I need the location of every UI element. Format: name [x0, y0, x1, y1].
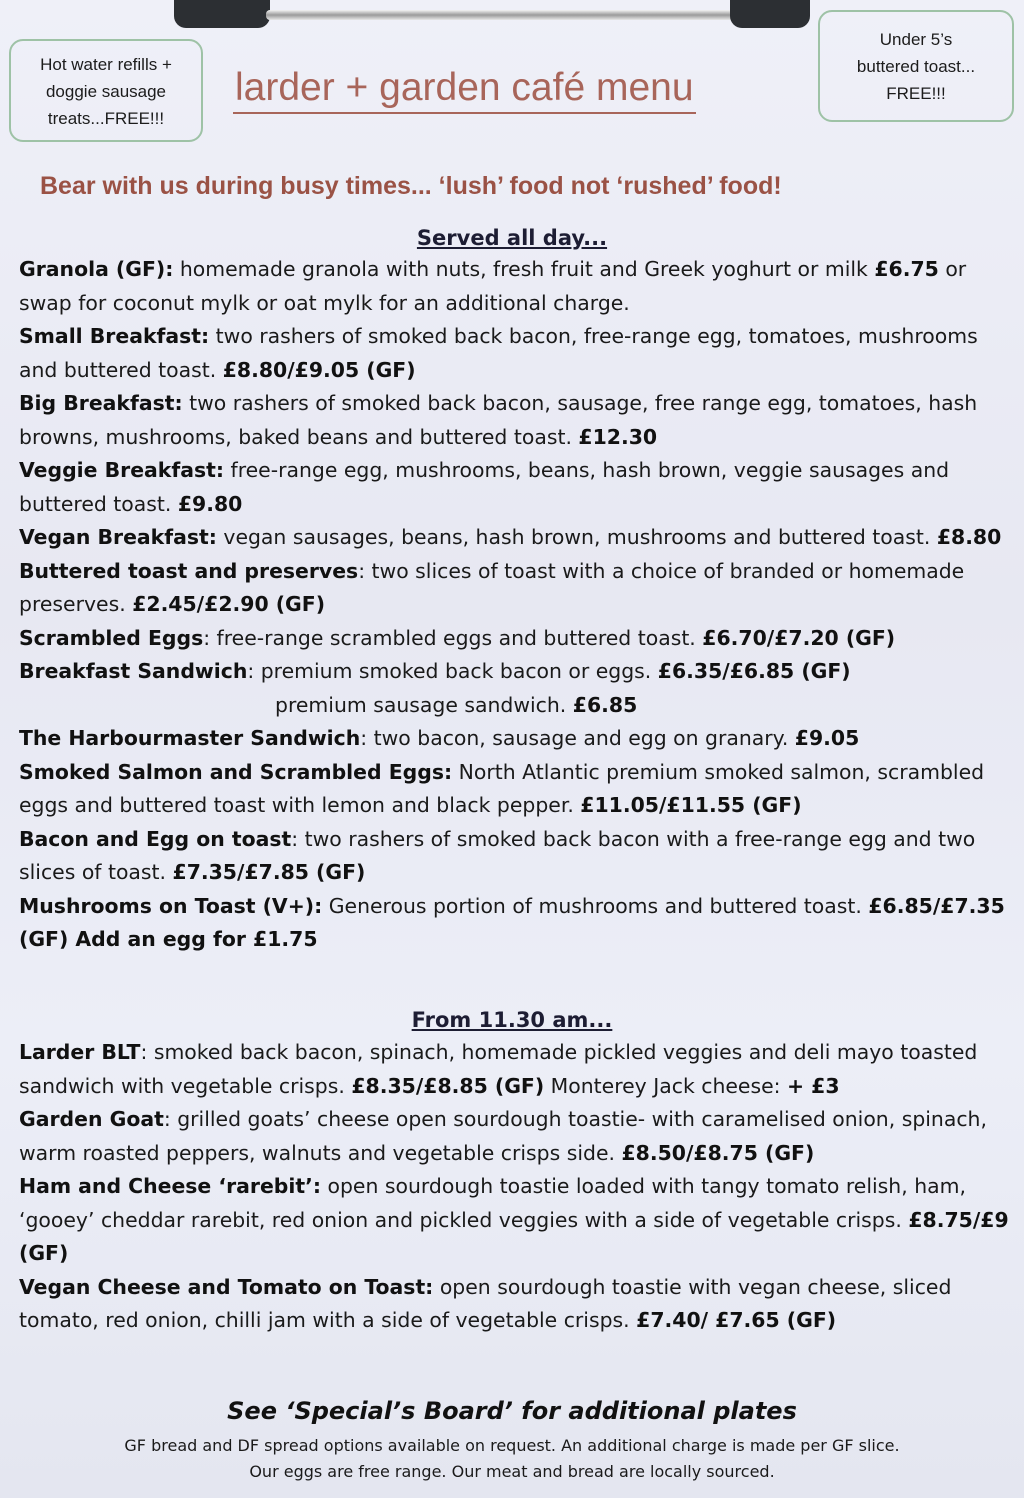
item-name: Breakfast Sandwich: [19, 659, 248, 683]
menu-item-vegan-breakfast: [19, 521, 1009, 555]
item-description: open sourdough toastie loaded with tangy tomato relish, ham, ‘gooey’ cheddar rarebit, red onion and pickled veggies with a side of vegetable crisps.: [19, 1174, 966, 1232]
lunch-menu: [19, 1036, 1009, 1338]
item-price: £7.35/£7.85 (GF): [172, 860, 366, 884]
item-price: £8.50/£8.75 (GF): [621, 1140, 815, 1165]
clipboard-clip: [170, 0, 810, 30]
item-name: Big Breakfast:: [19, 391, 183, 415]
tagline: Bear with us during busy times... ‘lush’ food not ‘rushed’ food!: [40, 172, 782, 200]
item-price: £6.85: [572, 692, 638, 717]
specials-board-note: See ‘Special’s Board’ for additional plates: [227, 1397, 797, 1425]
footer-line: Our eggs are free range. Our meat and bread are locally sourced.: [249, 1462, 775, 1481]
item-price: £6.70/£7.20 (GF): [702, 625, 896, 650]
item-name: Buttered toast and preserves: [19, 558, 359, 583]
menu-title: larder + garden café menu: [233, 64, 696, 114]
item-price: £6.85/£7.35 (GF) Add an egg for £1.75: [19, 893, 1005, 951]
item-description: free-range egg, mushrooms, beans, hash brown, veggie sausages and buttered toast.: [19, 458, 950, 516]
menu-item-vegan-cheese-tomato: [19, 1271, 1009, 1338]
item-name: Small Breakfast:: [19, 324, 210, 348]
item-name: Garden Goat: [19, 1107, 164, 1131]
item-extra: or swap for coconut mylk or oat mylk for an additional charge.: [19, 257, 967, 315]
menu-item-small-breakfast: [19, 320, 1009, 387]
clip-handle-left: [174, 0, 270, 28]
item-description: : premium smoked back bacon or eggs.: [247, 659, 658, 683]
menu-item-scrambled-eggs: [19, 622, 1009, 656]
note-line: buttered toast...: [856, 57, 976, 76]
item-description: premium sausage sandwich.: [275, 692, 573, 717]
item-name: Scrambled Eggs: [19, 625, 204, 650]
free-refills-note: [9, 39, 203, 142]
menu-item-harbourmaster-sandwich: [19, 722, 1009, 756]
note-line: Under 5’s: [879, 30, 953, 49]
note-line: Hot water refills +: [40, 55, 172, 74]
item-price: £8.75/£9 (GF): [19, 1207, 1009, 1265]
item-price: £8.80/£9.05 (GF): [222, 357, 416, 382]
menu-item-bacon-and-egg: [19, 823, 1009, 890]
menu-item-smoked-salmon: [19, 756, 1009, 823]
menu-item-big-breakfast: [19, 387, 1009, 454]
item-name: Ham and Cheese ‘rarebit’:: [19, 1174, 322, 1198]
item-description: Generous portion of mushrooms and buttered toast.: [322, 893, 869, 918]
item-description: two rashers of smoked back bacon, free-range egg, tomatoes, mushrooms and buttered toast.: [19, 324, 978, 382]
item-price: £2.45/£2.90 (GF): [132, 592, 326, 616]
menu-item-mushrooms-on-toast: [19, 890, 1009, 957]
item-price: £8.35/£8.85 (GF): [351, 1073, 545, 1098]
item-description: : two slices of toast with a choice of branded or homemade preserves.: [19, 558, 965, 616]
item-name: Smoked Salmon and Scrambled Eggs:: [19, 759, 453, 784]
clip-wire: [266, 10, 734, 20]
item-price: £6.75: [874, 257, 939, 281]
menu-item-larder-blt: [19, 1036, 1009, 1103]
item-price: £9.05: [794, 726, 860, 750]
note-line: doggie sausage: [45, 82, 167, 101]
item-name: Bacon and Egg on toast: [19, 826, 292, 851]
item-price: £11.05/£11.55 (GF): [580, 793, 802, 817]
item-description: North Atlantic premium smoked salmon, scrambled eggs and buttered toast with lemon and black pepper.: [19, 759, 985, 817]
item-price: £12.30: [578, 424, 658, 449]
menu-item-ham-cheese-rarebit: [19, 1170, 1009, 1271]
menu-item-buttered-toast: [19, 555, 1009, 622]
item-name: Vegan Cheese and Tomato on Toast:: [19, 1274, 434, 1299]
item-name: Granola (GF):: [19, 257, 174, 281]
item-price: £9.80: [177, 491, 243, 516]
item-description: : two rashers of smoked back bacon with a free-range egg and two slices of toast.: [19, 826, 976, 884]
under-5s-note: [818, 10, 1014, 122]
note-line: FREE!!!: [886, 84, 946, 103]
item-description: : free-range scrambled eggs and buttered toast.: [203, 625, 703, 650]
item-extra: Monterey Jack cheese:: [544, 1073, 787, 1098]
menu-item-veggie-breakfast: [19, 454, 1009, 521]
item-description: : smoked back bacon, spinach, homemade pickled veggies and deli mayo toasted sandwich with vegetable crisps.: [19, 1040, 978, 1098]
item-price: £6.35/£6.85 (GF): [657, 659, 851, 683]
item-description: open sourdough toastie with vegan cheese, sliced tomato, red onion, chilli jam with a side of vegetable crisps.: [19, 1274, 952, 1332]
clip-handle-right: [730, 0, 810, 28]
item-extra-price: + £3: [786, 1073, 840, 1098]
item-description: vegan sausages, beans, hash brown, mushrooms and buttered toast.: [216, 525, 937, 549]
item-name: Veggie Breakfast:: [19, 458, 225, 482]
section-heading-all-day: Served all day...: [416, 226, 608, 250]
footer-line: GF bread and DF spread options available on request. An additional charge is made per GF slice.: [124, 1436, 900, 1455]
note-line: treats...FREE!!!: [47, 109, 165, 128]
section-heading-from-1130: From 11.30 am...: [411, 1008, 613, 1032]
item-name: The Harbourmaster Sandwich: [19, 726, 361, 750]
item-description: : two bacon, sausage and egg on granary.: [360, 726, 795, 750]
item-name: Larder BLT: [19, 1040, 141, 1064]
footer-notes: [0, 1433, 1024, 1485]
item-description: : grilled goats’ cheese open sourdough toastie- with caramelised onion, spinach, warm roasted peppers, walnuts and vegetable crisps side.: [19, 1107, 987, 1165]
item-name: Mushrooms on Toast (V+):: [19, 893, 323, 918]
item-description: homemade granola with nuts, fresh fruit and Greek yoghurt or milk: [173, 257, 875, 281]
menu-item-granola: [19, 253, 1009, 320]
item-name: Vegan Breakfast:: [19, 525, 217, 549]
item-price: £8.80: [936, 525, 1002, 549]
menu-item-breakfast-sandwich: [19, 655, 1009, 722]
item-price: £7.40/ £7.65 (GF): [636, 1308, 837, 1332]
menu-item-garden-goat: [19, 1103, 1009, 1170]
item-description: two rashers of smoked back bacon, sausage, free range egg, tomatoes, hash browns, mushrooms, baked beans and buttered toast.: [19, 391, 978, 449]
item-variant: [19, 689, 1009, 723]
all-day-menu: [19, 253, 1009, 957]
